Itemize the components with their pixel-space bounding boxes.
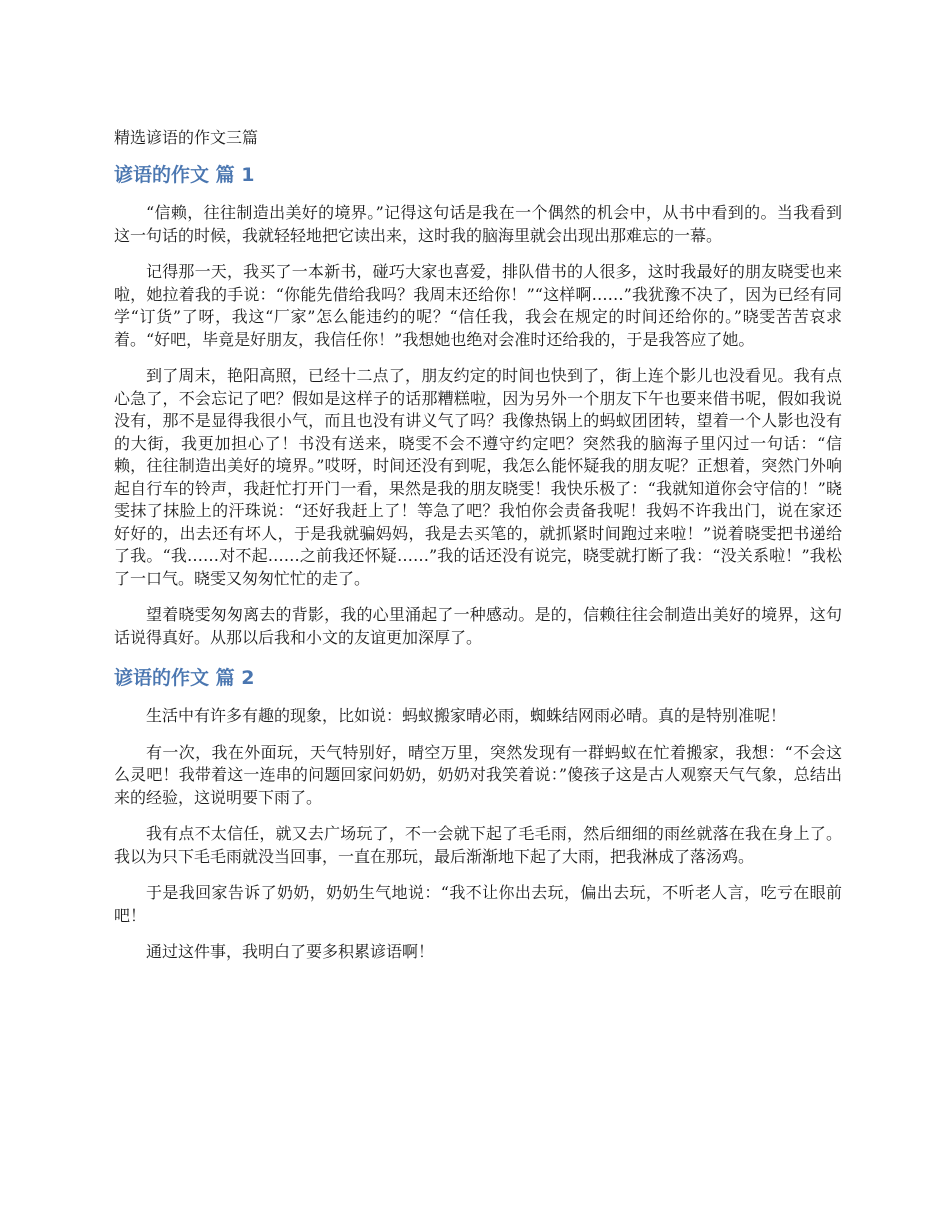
section-1-heading: 谚语的作文 篇 1 xyxy=(114,164,255,186)
section-1-paragraph-2: 记得那一天，我买了一本新书，碰巧大家也喜爱，排队借书的人很多，这时我最好的朋友晓雯也来啦，她拉着我的手说：“你能先借给我吗？我周末还给你！”“这样啊……”我犹豫不决了，因为已经有同学“订货”了呀，我这“厂家”怎么能违约的呢？“信任我，我会在规定的时间还给你的。”晓雯苦苦哀求着。“好吧，毕竟是好朋友，我信任你！”我想她也绝对会准时还给我的，于是我答应了她。 xyxy=(114,262,842,349)
section-2-paragraph-4: 于是我回家告诉了奶奶，奶奶生气地说：“我不让你出去玩，偏出去玩，不听老人言，吃亏在眼前吧！ xyxy=(114,883,842,925)
section-1-paragraph-3: 到了周末，艳阳高照，已经十二点了，朋友约定的时间也快到了，街上连个影儿也没看见。我有点心急了，不会忘记了吧？假如是这样子的话那糟糕啦，因为另外一个朋友下午也要来借书呢，假如我说没有，那不是显得我很小气，而且也没有讲义气了吗？我像热锅上的蚂蚁团团转，望着一个人影也没有的大街，我更加担心了！书没有送来，晓雯不会不遵守约定吧？突然我的脑海子里闪过一句话：“信赖，往往制造出美好的境界。”哎呀，时间还没有到呢，我怎么能怀疑我的朋友呢？正想着，突然门外响起自行车的铃声，我赶忙打开门一看，果然是我的朋友晓雯！我快乐极了：“我就知道你会守信的！”晓雯抹了抹脸上的汗珠说：“还好我赶上了！等急了吧？我怕你会责备我呢！我妈不许我出门，说在家还好好的，出去还有坏人，于是我就骗妈妈，我是去买笔的，就抓紧时间跑过来啦！”说着晓雯把书递给了我。“我……对不起……之前我还怀疑……”我的话还没有说完，晓雯就打断了我：“没关系啦！”我松了一口气。晓雯又匆匆忙忙的走了。 xyxy=(114,366,842,588)
section-2-heading: 谚语的作文 篇 2 xyxy=(114,667,255,689)
section-2 xyxy=(114,663,842,964)
section-1-paragraph-1: “信赖，往往制造出美好的境界。”记得这句话是我在一个偶然的机会中，从书中看到的。当我看到这一句话的时候，我就轻轻地把它读出来，这时我的脑海里就会出现出那难忘的一幕。 xyxy=(114,203,842,245)
section-2-paragraph-5: 通过这件事，我明白了要多积累谚语啊！ xyxy=(146,942,435,961)
section-1 xyxy=(114,160,842,649)
section-2-paragraph-1: 生活中有许多有趣的现象，比如说：蚂蚁搬家晴必雨，蜘蛛结网雨必晴。真的是特别准呢！ xyxy=(146,706,787,725)
section-2-paragraph-3: 我有点不太信任，就又去广场玩了，不一会就下起了毛毛雨，然后细细的雨丝就落在我在身上了。我以为只下毛毛雨就没当回事，一直在那玩，最后渐渐地下起了大雨，把我淋成了落汤鸡。 xyxy=(114,824,842,866)
section-2-paragraph-2: 有一次，我在外面玩，天气特别好，晴空万里，突然发现有一群蚂蚁在忙着搬家，我想：“不会这么灵吧！我带着这一连串的问题回家问奶奶，奶奶对我笑着说：”傻孩子这是古人观察天气气象，总结出来的经验，这说明要下雨了。 xyxy=(114,742,842,807)
document-page xyxy=(114,124,842,978)
document-title: 精选谚语的作文三篇 xyxy=(114,128,259,147)
section-1-paragraph-4: 望着晓雯匆匆离去的背影，我的心里涌起了一种感动。是的，信赖往往会制造出美好的境界，这句话说得真好。从那以后我和小文的友谊更加深厚了。 xyxy=(114,605,842,647)
